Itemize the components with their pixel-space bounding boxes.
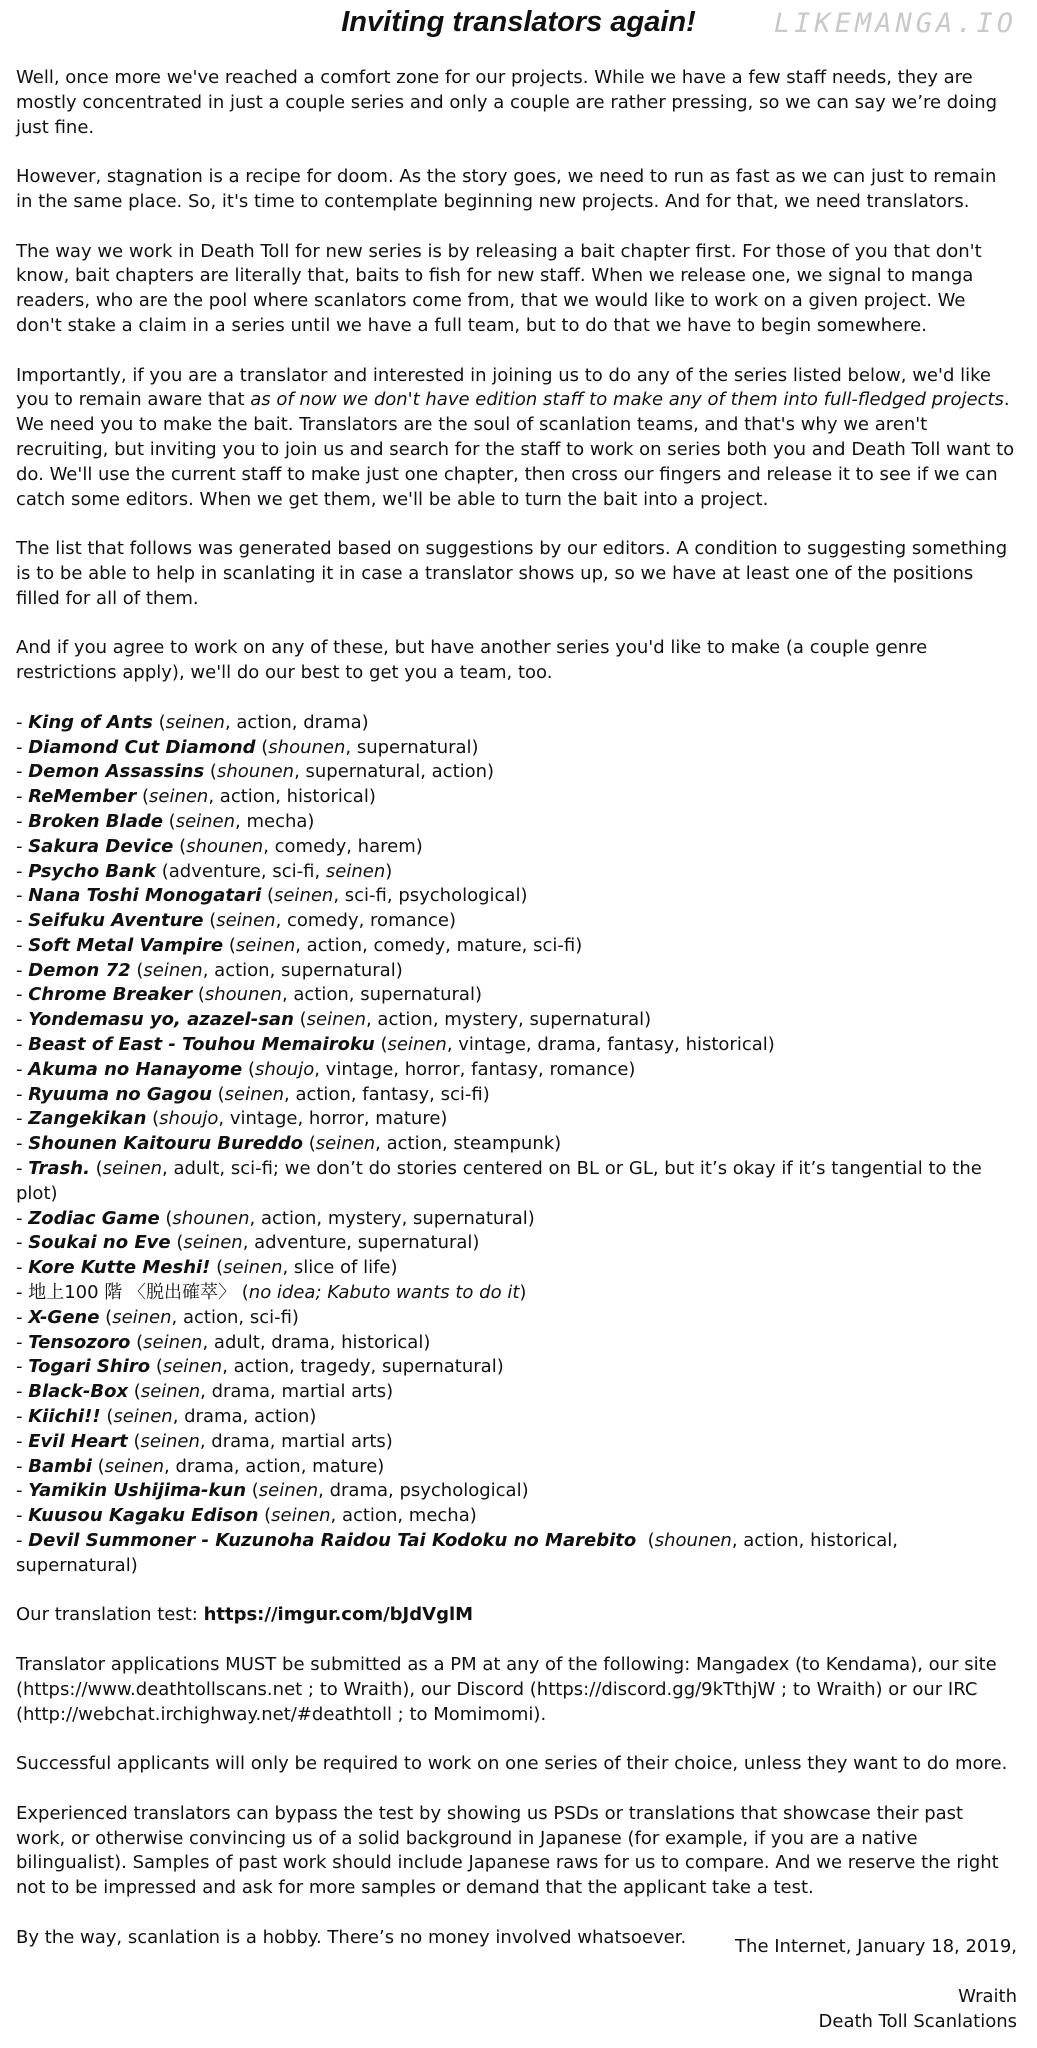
- series-item: - Soft Metal Vampire (seinen, action, comedy, mature, sci-fi): [16, 934, 583, 956]
- series-name: Shounen Kaitouru Bureddo: [28, 1133, 304, 1155]
- paragraph-bait-chapters: The way we work in Death Toll for new series is by releasing a bait chapter first. For those of you that don't know, bait chapters are literally that, baits to fish for new staff. When we release one, we signal to manga readers, who are the pool where scanlators come from, that we would like to work on a given project. We don't stake a claim in a series until we have a full team, but to do that we have to begin somewhere.: [16, 240, 982, 336]
- series-item: - Zangekikan (shoujo, vintage, horror, mature): [16, 1108, 448, 1130]
- translation-test-label: Our translation test:: [16, 1604, 204, 1626]
- series-genres: , action, mecha): [330, 1505, 477, 1527]
- paragraph-applications: Translator applications MUST be submitted as a PM at any of the following: Mangadex (to Kendama), our site (https://www.deathtollscans.net ; to Wraith), our Discord (https://discord.gg/9kTthjW ; to Wraith) or our IRC (http://webchat.irchighway.net/#deathtoll ; to Momimomi).: [16, 1654, 997, 1725]
- series-genres: , vintage, drama, fantasy, historical): [446, 1034, 775, 1056]
- series-demographic: seinen: [102, 1158, 163, 1180]
- series-demographic: seinen: [223, 1257, 283, 1279]
- series-genres: , vintage, horror, fantasy, romance): [314, 1058, 636, 1080]
- series-name: Devil Summoner - Kuzunoha Raidou Tai Kodoku no Marebito: [28, 1530, 637, 1552]
- series-genres: ): [385, 860, 393, 882]
- series-item: - Akuma no Hanayome (shoujo, vintage, horror, fantasy, romance): [16, 1058, 636, 1080]
- para4-before: Importantly, if you are a translator and interested in joining us to do any of the series listed below, we'd like you to remain aware that: [16, 364, 991, 411]
- series-name: Kuusou Kagaku Edison: [28, 1505, 259, 1527]
- series-genres: , drama, action, mature): [164, 1455, 385, 1477]
- series-genres: , comedy, romance): [275, 910, 457, 932]
- series-demographic: shounen: [216, 761, 295, 783]
- series-demographic: shoujo: [159, 1108, 219, 1130]
- series-name: Psycho Bank: [28, 860, 156, 882]
- series-genres: , supernatural): [345, 736, 479, 758]
- series-name: Soukai no Eve: [28, 1232, 171, 1254]
- series-name: X-Gene: [28, 1306, 100, 1328]
- series-genres: , drama, psychological): [318, 1480, 529, 1502]
- series-item: - Yamikin Ushijima-kun (seinen, drama, psychological): [16, 1480, 529, 1502]
- series-demographic: seinen: [306, 1009, 366, 1031]
- series-genres: , supernatural, action): [294, 761, 495, 783]
- series-item: - Sakura Device (shounen, comedy, harem): [16, 835, 423, 857]
- series-item: - Kuusou Kagaku Edison (seinen, action, mecha): [16, 1505, 477, 1527]
- series-genres: , action, steampunk): [375, 1133, 562, 1155]
- paragraph-one-series: Successful applicants will only be required to work on one series of their choice, unless they want to do more.: [16, 1753, 1008, 1775]
- series-item: - Black-Box (seinen, drama, martial arts): [16, 1381, 394, 1403]
- series-genres: , action, comedy, mature, sci-fi): [295, 934, 583, 956]
- series-demographic: seinen: [325, 860, 386, 882]
- signature-date: The Internet, January 18, 2019,: [735, 1936, 1017, 1957]
- series-genres: , action, supernatural): [281, 984, 482, 1006]
- series-demographic: shoujo: [254, 1058, 315, 1080]
- series-item: - Devil Summoner - Kuzunoha Raidou Tai Kodoku no Marebito (shounen, action, historical, supernatural): [16, 1530, 899, 1576]
- series-demographic: seinen: [162, 1356, 223, 1378]
- translation-test-link[interactable]: https://imgur.com/bJdVglM: [203, 1604, 474, 1626]
- signature-block: [819, 1985, 1017, 2035]
- series-name: Sakura Device: [28, 835, 174, 857]
- series-name: Seifuku Aventure: [28, 910, 204, 932]
- series-demographic: seinen: [140, 1381, 201, 1403]
- series-genres: , mecha): [235, 810, 315, 832]
- series-item: - 地上100 階 〈脱出確萃〉 (no idea; Kabuto wants to do it): [16, 1282, 527, 1304]
- series-name: Black-Box: [28, 1381, 129, 1403]
- series-demographic: seinen: [140, 1430, 200, 1452]
- series-genres: , action, tragedy, supernatural): [222, 1356, 504, 1378]
- series-demographic: seinen: [224, 1083, 284, 1105]
- series-name: Chrome Breaker: [28, 984, 193, 1006]
- series-demographic: seinen: [149, 786, 209, 808]
- series-genres: , action, drama): [224, 711, 369, 733]
- series-genres: ): [519, 1282, 527, 1304]
- series-list: [16, 711, 1016, 1579]
- series-demographic: seinen: [216, 910, 276, 932]
- series-item: - Kiichi!! (seinen, drama, action): [16, 1406, 317, 1428]
- series-item: - Soukai no Eve (seinen, adventure, supernatural): [16, 1232, 480, 1254]
- series-item: - Yondemasu yo, azazel-san (seinen, action, mystery, supernatural): [16, 1009, 652, 1031]
- series-demographic: seinen: [273, 885, 334, 907]
- series-demographic: seinen: [258, 1480, 319, 1502]
- series-item: - Shounen Kaitouru Bureddo (seinen, action, steampunk): [16, 1133, 562, 1155]
- series-genres: , action, historical): [208, 786, 376, 808]
- series-demographic: shounen: [654, 1530, 732, 1552]
- series-name: Diamond Cut Diamond: [28, 736, 256, 758]
- series-item: - Chrome Breaker (shounen, action, supernatural): [16, 984, 482, 1006]
- series-genres: , drama, martial arts): [199, 1430, 393, 1452]
- series-item: - Demon 72 (seinen, action, supernatural): [16, 959, 403, 981]
- series-demographic: shounen: [204, 984, 282, 1006]
- site-watermark: LIKEMANGA.IO: [773, 8, 1017, 39]
- series-item: - Trash. (seinen, adult, sci-fi; we don’t do stories centered on BL or GL, but it’s okay if it’s tangential to the plot): [16, 1158, 982, 1204]
- series-demographic: shounen: [268, 736, 346, 758]
- paragraph-hobby: By the way, scanlation is a hobby. There’s no money involved whatsoever.: [16, 1926, 687, 1948]
- series-name: Evil Heart: [28, 1430, 128, 1452]
- series-item: - Nana Toshi Monogatari (seinen, sci-fi, psychological): [16, 885, 528, 907]
- series-item: - Demon Assassins (shounen, supernatural, action): [16, 761, 495, 783]
- series-name: 地上100 階 〈脱出確萃〉: [28, 1282, 237, 1304]
- series-item: - Bambi (seinen, drama, action, mature): [16, 1455, 385, 1477]
- paragraph-intro: Well, once more we've reached a comfort zone for our projects. While we have a few staff needs, they are mostly concentrated in just a couple series and only a couple are rather pressing, so we can say we’re doing just fine.: [16, 67, 998, 138]
- series-demographic: seinen: [271, 1505, 331, 1527]
- series-name: Zangekikan: [28, 1108, 147, 1130]
- series-item: - Togari Shiro (seinen, action, tragedy, supernatural): [16, 1356, 504, 1378]
- paragraph-other-series: And if you agree to work on any of these, but have another series you'd like to make (a couple genre restrictions apply), we'll do our best to get you a team, too.: [16, 637, 928, 684]
- series-name: Ryuuma no Gagou: [28, 1083, 212, 1105]
- series-demographic: seinen: [143, 959, 203, 981]
- series-demographic: seinen: [387, 1034, 447, 1056]
- series-genres: , drama, action): [172, 1406, 317, 1428]
- series-genres: , action, mystery, supernatural): [249, 1207, 535, 1229]
- series-genres: , adult, sci-fi; we don’t do stories centered on BL or GL, but it’s okay if it’s tangential to the plot): [16, 1158, 982, 1204]
- series-item: - Tensozoro (seinen, adult, drama, historical): [16, 1331, 431, 1353]
- series-demographic: seinen: [165, 711, 225, 733]
- series-item: - Kore Kutte Meshi! (seinen, slice of life): [16, 1257, 398, 1279]
- letter-body: [16, 66, 1016, 1975]
- series-item: - King of Ants (seinen, action, drama): [16, 711, 369, 733]
- series-item: - Evil Heart (seinen, drama, martial arts): [16, 1430, 393, 1452]
- series-name: Soft Metal Vampire: [28, 934, 224, 956]
- signature-group: Death Toll Scanlations: [818, 2010, 1017, 2032]
- paragraph-list-origin: The list that follows was generated based on suggestions by our editors. A condition to suggesting something is to be able to help in scanlating it in case a translator shows up, so we have at least one of the positions filled for all of them.: [16, 538, 1008, 609]
- series-item: - Diamond Cut Diamond (shounen, supernatural): [16, 736, 479, 758]
- series-name: Demon 72: [28, 959, 131, 981]
- series-demographic: seinen: [235, 934, 296, 956]
- series-demographic: shounen: [186, 835, 264, 857]
- series-item: - Ryuuma no Gagou (seinen, action, fantasy, sci-fi): [16, 1083, 490, 1105]
- series-genres: , action, fantasy, sci-fi): [284, 1083, 490, 1105]
- series-genres: , comedy, harem): [263, 835, 423, 857]
- series-genres: , action, mystery, supernatural): [365, 1009, 652, 1031]
- series-demographic: seinen: [175, 810, 236, 832]
- series-item: - Seifuku Aventure (seinen, comedy, romance): [16, 910, 457, 932]
- series-genres: , adult, drama, historical): [202, 1331, 431, 1353]
- series-name: Kiichi!!: [28, 1406, 101, 1428]
- series-genres: , drama, martial arts): [200, 1381, 394, 1403]
- series-demographic: seinen: [143, 1331, 203, 1353]
- paragraph-stagnation: However, stagnation is a recipe for doom. As the story goes, we need to run as fast as we can just to remain in the same place. So, it's time to contemplate beginning new projects. And for that, we need translators.: [16, 166, 997, 212]
- series-genres: , action, sci-fi): [171, 1306, 299, 1328]
- paragraph-experienced: Experienced translators can bypass the test by showing us PSDs or translations that showcase their past work, or otherwise convincing us of a solid background in Japanese (for example, if you are a native bilingualist). Samples of past work should include Japanese raws for us to compare. And we reserve the right not to be impressed and ask for more samples or demand that the applicant take a test.: [16, 1802, 999, 1899]
- series-name: Beast of East - Touhou Memairoku: [28, 1034, 375, 1056]
- series-item: - Psycho Bank (adventure, sci-fi, seinen): [16, 860, 393, 882]
- series-name: Tensozoro: [28, 1331, 131, 1353]
- para4-italic: as of now we don't have edition staff to make any of them into full-fledged projects: [250, 389, 1004, 411]
- series-item: - ReMember (seinen, action, historical): [16, 786, 376, 808]
- series-name: Yondemasu yo, azazel-san: [28, 1009, 294, 1031]
- series-genres: , slice of life): [282, 1257, 398, 1279]
- series-name: Nana Toshi Monogatari: [28, 885, 262, 907]
- series-name: Yamikin Ushijima-kun: [28, 1480, 247, 1502]
- series-demographic: seinen: [183, 1232, 243, 1254]
- series-item: - Beast of East - Touhou Memairoku (seinen, vintage, drama, fantasy, historical): [16, 1034, 775, 1056]
- series-name: Togari Shiro: [28, 1356, 151, 1378]
- series-name: Zodiac Game: [28, 1207, 160, 1229]
- series-name: Demon Assassins: [28, 761, 205, 783]
- series-demographic: shounen: [172, 1207, 250, 1229]
- series-name: Broken Blade: [28, 810, 163, 832]
- page-title: Inviting translators again!: [341, 6, 696, 38]
- series-name: Akuma no Hanayome: [28, 1058, 243, 1080]
- series-name: ReMember: [28, 786, 137, 808]
- series-name: Bambi: [28, 1455, 92, 1477]
- signature-name: Wraith: [958, 1986, 1017, 2007]
- series-genres-pre: adventure, sci-fi,: [168, 860, 326, 882]
- series-name: Trash.: [28, 1158, 90, 1180]
- series-demographic: seinen: [113, 1406, 173, 1428]
- series-name: King of Ants: [28, 711, 153, 733]
- series-genres: , sci-fi, psychological): [333, 885, 528, 907]
- series-genres: , action, supernatural): [202, 959, 403, 981]
- series-demographic: no idea; Kabuto wants to do it: [248, 1282, 520, 1304]
- series-name: Kore Kutte Meshi!: [28, 1257, 211, 1279]
- para4-after: . We need you to make the bait. Translators are the soul of scanlation teams, and that's why we aren't recruiting, but inviting you to join us and search for the staff to work on series both you and Death Toll want to do. We'll use the current staff to make just one chapter, then cross our fingers and release it to see if we can catch some editors. When we get them, we'll be able to turn the bait into a project.: [16, 389, 1015, 510]
- paragraph-importantly: [16, 364, 1016, 513]
- series-genres: , vintage, horror, mature): [218, 1108, 448, 1130]
- series-genres: , action, historical, supernatural): [16, 1530, 899, 1576]
- series-demographic: seinen: [112, 1306, 172, 1328]
- series-demographic: seinen: [104, 1455, 164, 1477]
- series-genres: , adventure, supernatural): [242, 1232, 480, 1254]
- translation-test-line: [16, 1603, 1016, 1628]
- series-item: - Broken Blade (seinen, mecha): [16, 810, 315, 832]
- series-demographic: seinen: [315, 1133, 376, 1155]
- series-item: - X-Gene (seinen, action, sci-fi): [16, 1306, 299, 1328]
- series-item: - Zodiac Game (shounen, action, mystery, supernatural): [16, 1207, 535, 1229]
